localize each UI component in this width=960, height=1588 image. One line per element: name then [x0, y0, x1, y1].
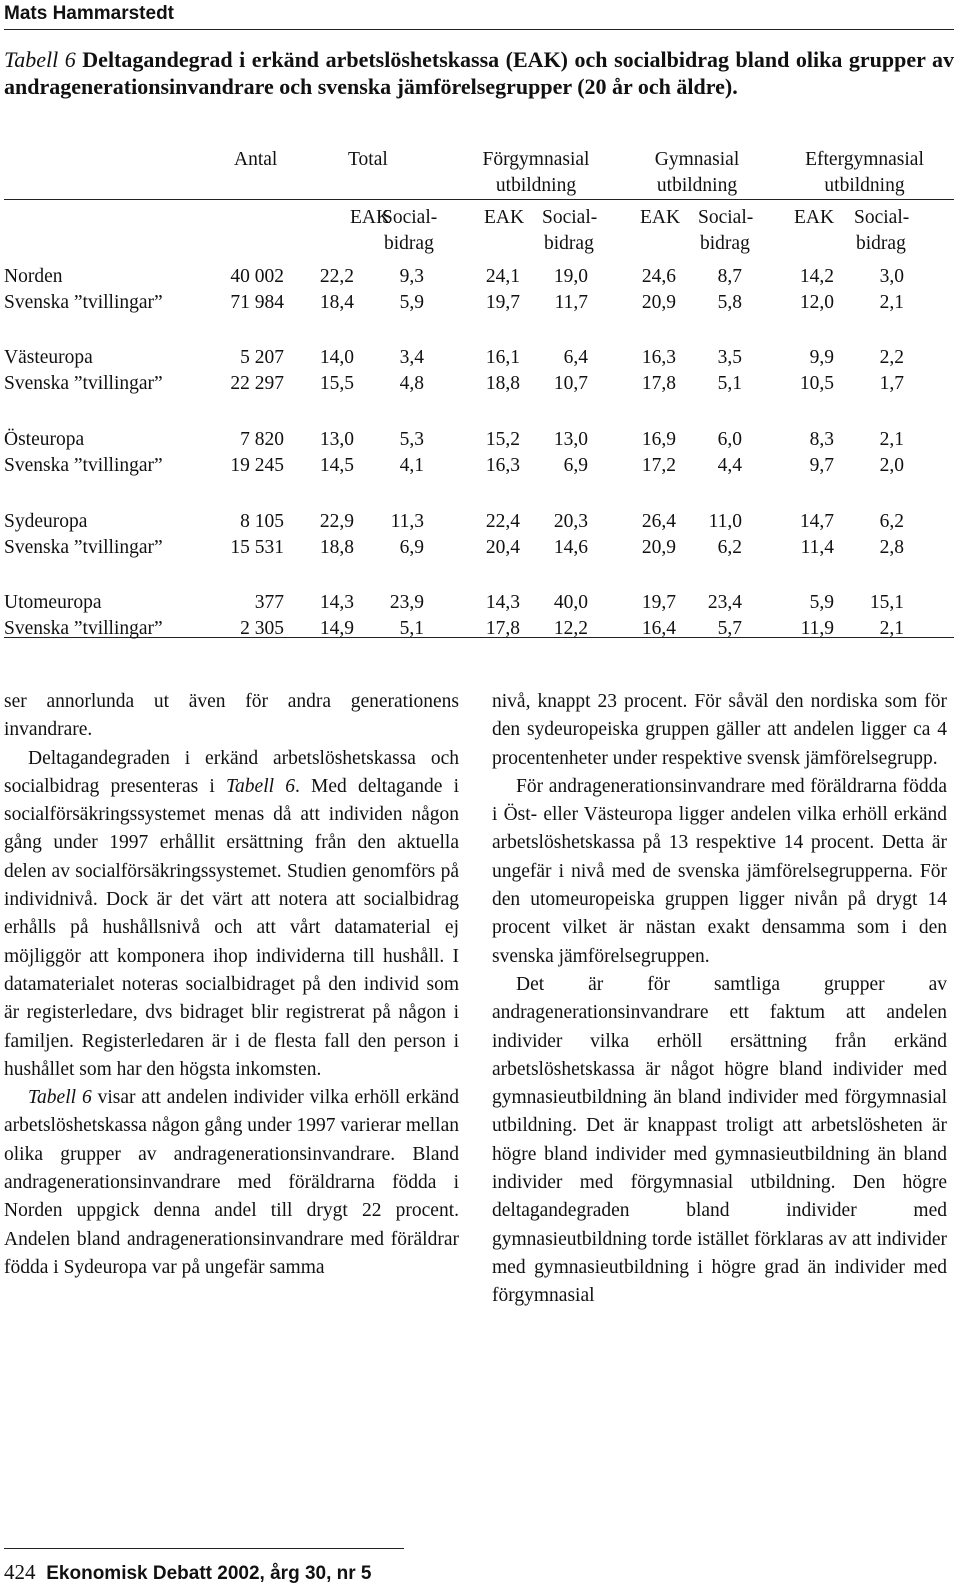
table-cell: 6,2	[879, 511, 904, 532]
table-cell: 24,1	[485, 266, 520, 287]
antal-value: 377	[254, 592, 284, 613]
right-paragraph-2: För andragenerationsinvandrare med föräldrarna födda i Öst- eller Västeuropa ligger andelen vilka erhöll erkänd arbetslöshetskassa på 13 respektive 14 procent. Detta är ungefär i nivå med de svenska jämförelsegrupperna. För den utomeuropeiska gruppen ligger nivån på drygt 14 procent vilket är nästan exakt densamma som i den svenska jämförelsegruppen.	[492, 775, 947, 967]
table-cell: 4,8	[399, 373, 424, 394]
table-cell: 9,3	[399, 266, 424, 287]
table-cell: 2,8	[879, 537, 904, 558]
table-cell: 40,0	[553, 592, 588, 613]
row-label: Svenska ”tvillingar”	[4, 618, 163, 639]
table-cell: 6,9	[563, 455, 588, 476]
left-paragraph-3: Tabell 6 visar att andelen individer vilka erhöll erkänd arbetslöshetskassa någon gång under 1997 varierar mellan olika grupper av andragenerationsinvandrare. Bland andragenerationsinvandrare med föräldrarna födda i Norden uppgick denna andel till drygt 22 procent. Andelen bland andragenerationsinvandrare med föräldrar födda i Sydeuropa var på ungefär samma	[4, 1087, 459, 1278]
row-label: Östeuropa	[4, 429, 85, 450]
column-group-header: utbildning	[495, 175, 577, 196]
journal-name: Ekonomisk Debatt 2002, årg 30, nr 5	[46, 1563, 372, 1584]
row-label: Svenska ”tvillingar”	[4, 537, 163, 558]
footer-rule	[4, 1548, 404, 1549]
table-cell: 14,6	[553, 537, 588, 558]
table-cell: 20,4	[485, 537, 520, 558]
table-cell: 4,1	[399, 455, 424, 476]
bidrag-header: bidrag	[384, 233, 434, 254]
table-cell: 15,1	[869, 592, 904, 613]
table-cell: 11,0	[708, 511, 742, 532]
table-cell: 17,8	[641, 373, 676, 394]
table-cell: 26,4	[641, 511, 676, 532]
table-cell: 4,4	[717, 455, 742, 476]
row-label: Utomeuropa	[4, 592, 102, 613]
table-cell: 13,0	[319, 429, 354, 450]
table-cell: 14,7	[799, 511, 834, 532]
table-reference: Tabell 6	[28, 1087, 92, 1109]
table-cell: 5,7	[717, 618, 742, 639]
table-cell: 6,9	[399, 537, 424, 558]
table-cell: 5,8	[717, 292, 742, 313]
table-cell: 22,9	[319, 511, 354, 532]
column-group-header: utbildning	[656, 175, 738, 196]
left-paragraph-2: Deltagandegraden i erkänd arbetslöshetskassa och socialbidrag presenteras i Tabell 6. Med deltagande i socialförsäkringssystemet menas då att individen någon gång under 1997 erhållit ersättning från den aktuella delen av socialförsäkringssystemet. Studien genomförs på individnivå. Dock är det värt att notera att socialbidrag erhålls på hushållsnivå och att vårt datamaterial ej möjliggör att komponera ihop individerna till hushåll. I datamaterialet noteras socialbidraget på den individ som är registerledare, dvs bidraget blir registrerat på någon i familjen. Registerledaren är i de flesta fall den person i hushållet som har den högsta inkomsten.	[4, 747, 460, 1080]
table-cell: 6,4	[563, 347, 588, 368]
column-group-header: Gymnasial	[654, 149, 740, 170]
row-label: Västeuropa	[4, 347, 93, 368]
table-cell: 22,2	[319, 266, 354, 287]
page-number: 424	[4, 1560, 36, 1584]
table-cell: 16,1	[485, 347, 520, 368]
table-cell: 9,9	[809, 347, 834, 368]
table-cell: 14,5	[319, 455, 354, 476]
right-column	[492, 688, 947, 1311]
header-rule	[4, 29, 954, 30]
antal-value: 15 531	[230, 537, 284, 558]
table-title: Deltagandegrad i erkänd arbetslöshetskassa (EAK) och socialbidrag bland olika grupper av andragenerationsinvandrare och svenska jämförelsegrupper (20 år och äldre).	[4, 47, 954, 99]
table-cell: 12,0	[799, 292, 834, 313]
page-footer	[4, 1560, 372, 1585]
table-cell: 12,2	[553, 618, 588, 639]
table-cell: 18,4	[319, 292, 354, 313]
table-cell: 16,3	[641, 347, 676, 368]
column-group-header: Total	[348, 149, 388, 170]
table-cell: 23,9	[389, 592, 424, 613]
row-label: Norden	[4, 266, 63, 287]
table-cell: 22,4	[485, 511, 520, 532]
antal-value: 7 820	[240, 429, 284, 450]
page-header	[4, 3, 954, 25]
table-cell: 14,2	[799, 266, 834, 287]
eak-header: EAK	[484, 207, 525, 228]
table-cell: 18,8	[485, 373, 520, 394]
table-cell: 15,5	[319, 373, 354, 394]
eak-header: EAK	[640, 207, 681, 228]
table-cell: 20,9	[641, 537, 676, 558]
social-header: Social-	[698, 207, 754, 228]
table-cell: 14,3	[485, 592, 520, 613]
eak-header: EAK	[350, 207, 391, 228]
table-cell: 6,0	[717, 429, 742, 450]
table-cell: 11,4	[800, 537, 834, 558]
table-cell: 5,9	[809, 592, 834, 613]
bidrag-header: bidrag	[856, 233, 906, 254]
author-name: Mats Hammarstedt	[4, 3, 174, 24]
table-cell: 11,7	[554, 292, 588, 313]
table-cell: 23,4	[707, 592, 742, 613]
table-cell: 18,8	[319, 537, 354, 558]
table-cell: 3,5	[717, 347, 742, 368]
right-paragraph-3: Det är för samtliga grupper av andragenerationsinvandrare ett faktum att andelen individer vilka erhöll ersättning från erkänd arbetslöshetskassa är något högre bland individer med gymnasieutbildning än bland individer med förgymnasial utbildning. Det är knappast troligt att arbetslösheten är högre bland individer med gymnasieutbildning än bland individer med förgymnasial utbildning. Den högre deltagandegraden bland individer med gymnasieutbildning torde istället förklaras av att individer med gymnasieutbildning i högre grad än individer med förgymnasial	[492, 973, 947, 1307]
antal-value: 40 002	[230, 266, 284, 287]
table-cell: 20,3	[553, 511, 588, 532]
antal-value: 71 984	[230, 292, 284, 313]
table-cell: 10,7	[553, 373, 588, 394]
column-group-header: Eftergymnasial	[805, 149, 924, 170]
table-cell: 5,3	[399, 429, 424, 450]
table-cell: 17,8	[485, 618, 520, 639]
table-caption	[4, 46, 954, 100]
table-cell: 16,4	[641, 618, 676, 639]
social-header: Social-	[542, 207, 598, 228]
table-cell: 2,2	[879, 347, 904, 368]
table-cell: 14,9	[319, 618, 354, 639]
antal-value: 5 207	[240, 347, 284, 368]
table-cell: 19,7	[641, 592, 676, 613]
table-reference: Tabell 6	[225, 775, 295, 797]
table-header-rule	[4, 199, 954, 200]
table-cell: 19,7	[485, 292, 520, 313]
table-cell: 14,3	[319, 592, 354, 613]
table-cell: 11,3	[390, 511, 424, 532]
table-cell: 15,2	[485, 429, 520, 450]
social-header: Social-	[854, 207, 910, 228]
table-cell: 2,1	[879, 618, 904, 639]
table-cell: 19,0	[553, 266, 588, 287]
table-cell: 3,4	[399, 347, 424, 368]
table-cell: 1,7	[879, 373, 904, 394]
table-cell: 5,1	[399, 618, 424, 639]
table-cell: 2,0	[879, 455, 904, 476]
table-cell: 5,1	[717, 373, 742, 394]
antal-value: 2 305	[240, 618, 284, 639]
row-label: Svenska ”tvillingar”	[4, 292, 163, 313]
eak-header: EAK	[794, 207, 835, 228]
antal-value: 8 105	[240, 511, 284, 532]
table-cell: 2,1	[879, 429, 904, 450]
row-label: Svenska ”tvillingar”	[4, 455, 163, 476]
table-cell: 8,3	[809, 429, 834, 450]
left-column	[4, 688, 459, 1282]
right-paragraph-1: nivå, knappt 23 procent. För såväl den nordiska som för den sydeuropeiska gruppen gäller att andelen ligger ca 4 procentenheter under respektive svensk jämförelsegrupp.	[492, 691, 947, 769]
antal-value: 19 245	[230, 455, 284, 476]
table-cell: 20,9	[641, 292, 676, 313]
row-label: Svenska ”tvillingar”	[4, 373, 163, 394]
table-cell: 2,1	[879, 292, 904, 313]
table-cell: 13,0	[553, 429, 588, 450]
column-group-header: Förgymnasial	[482, 149, 590, 170]
social-header: Social-	[382, 207, 438, 228]
table-cell: 6,2	[717, 537, 742, 558]
table-cell: 14,0	[319, 347, 354, 368]
bidrag-header: bidrag	[544, 233, 594, 254]
table-cell: 24,6	[641, 266, 676, 287]
table-cell: 5,9	[399, 292, 424, 313]
table-cell: 3,0	[879, 266, 904, 287]
row-label: Sydeuropa	[4, 511, 88, 532]
column-group-header: utbildning	[824, 175, 905, 196]
bidrag-header: bidrag	[700, 233, 750, 254]
table-cell: 10,5	[799, 373, 834, 394]
table-cell: 9,7	[809, 455, 834, 476]
left-paragraph-1: ser annorlunda ut även för andra generationens invandrare.	[4, 691, 459, 741]
table-cell: 17,2	[641, 455, 676, 476]
table-label: Tabell 6	[4, 47, 76, 72]
column-group-header: Antal	[234, 149, 278, 170]
table-cell: 8,7	[717, 266, 742, 287]
table-cell: 16,9	[641, 429, 676, 450]
table-cell: 11,9	[800, 618, 834, 639]
antal-value: 22 297	[230, 373, 284, 394]
table-cell: 16,3	[485, 455, 520, 476]
